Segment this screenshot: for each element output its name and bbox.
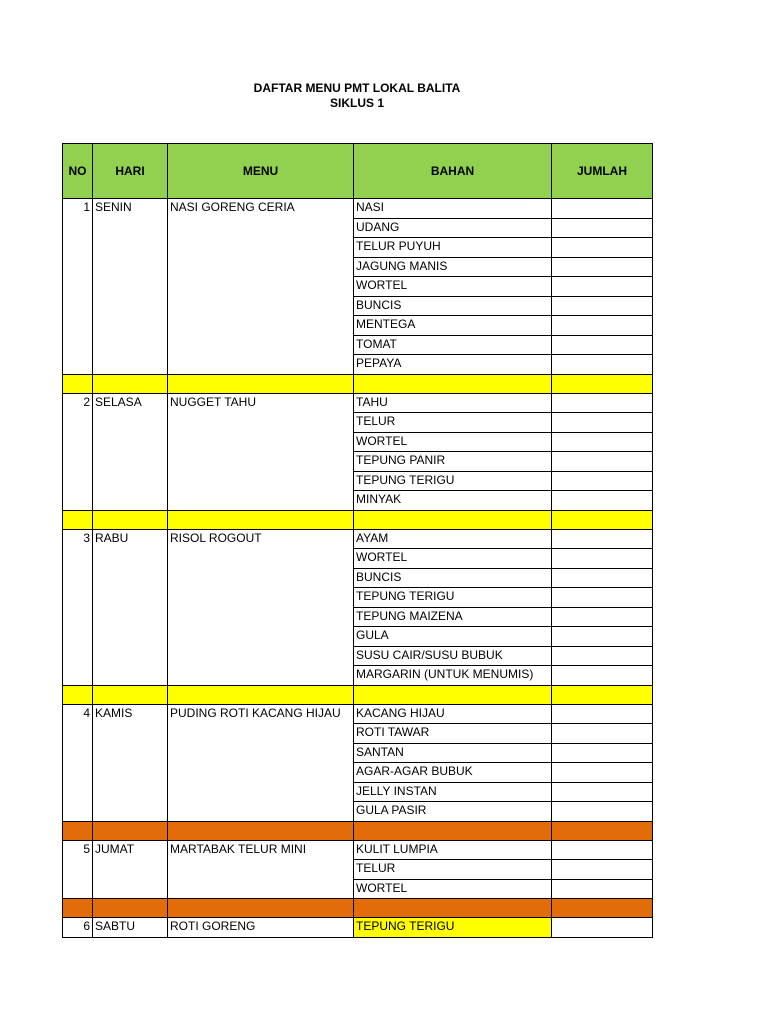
sheet-subtitle: SIKLUS 1	[329, 96, 384, 110]
menu-table	[62, 143, 653, 938]
cell-menu: NUGGET TAHU	[168, 393, 354, 510]
cell-hari: KAMIS	[93, 704, 168, 821]
cell-jumlah	[552, 743, 653, 763]
cell-bahan: AGAR-AGAR BUBUK	[354, 763, 552, 783]
cell-jumlah	[552, 238, 653, 258]
separator-row	[63, 821, 653, 840]
cell-bahan: BUNCIS	[354, 568, 552, 588]
cell-bahan: SANTAN	[354, 743, 552, 763]
cell-bahan: WORTEL	[354, 277, 552, 297]
separator-cell	[168, 510, 354, 529]
header-hari: HARI	[93, 144, 168, 199]
cell-bahan: TEPUNG TERIGU	[354, 588, 552, 608]
cell-bahan: TELUR	[354, 413, 552, 433]
cell-no: 4	[63, 704, 93, 821]
cell-jumlah	[552, 704, 653, 724]
cell-menu: NASI GORENG CERIA	[168, 199, 354, 375]
separator-cell	[93, 685, 168, 704]
cell-jumlah	[552, 529, 653, 549]
cell-jumlah	[552, 840, 653, 860]
cell-hari: SELASA	[93, 393, 168, 510]
separator-cell	[168, 374, 354, 393]
cell-bahan: MENTEGA	[354, 316, 552, 336]
separator-cell	[63, 821, 93, 840]
cell-bahan: NASI	[354, 199, 552, 219]
cell-bahan: JAGUNG MANIS	[354, 257, 552, 277]
cell-bahan: TEPUNG TERIGU	[354, 918, 552, 938]
separator-cell	[168, 685, 354, 704]
cell-menu: ROTI GORENG	[168, 918, 354, 938]
cell-jumlah	[552, 627, 653, 647]
cell-jumlah	[552, 452, 653, 472]
cell-bahan: WORTEL	[354, 549, 552, 569]
cell-jumlah	[552, 860, 653, 880]
cell-bahan: UDANG	[354, 218, 552, 238]
cell-hari: JUMAT	[93, 840, 168, 899]
separator-cell	[63, 899, 93, 918]
cell-hari: SABTU	[93, 918, 168, 938]
cell-jumlah	[552, 257, 653, 277]
separator-cell	[354, 899, 552, 918]
cell-jumlah	[552, 355, 653, 375]
cell-jumlah	[552, 413, 653, 433]
header-jumlah: JUMLAH	[552, 144, 653, 199]
cell-jumlah	[552, 879, 653, 899]
separator-cell	[552, 374, 653, 393]
cell-bahan: ROTI TAWAR	[354, 724, 552, 744]
cell-no: 2	[63, 393, 93, 510]
cell-menu: RISOL ROGOUT	[168, 529, 354, 685]
cell-jumlah	[552, 918, 653, 938]
table-row	[63, 393, 653, 413]
sheet-title: DAFTAR MENU PMT LOKAL BALITA	[253, 81, 461, 95]
separator-cell	[552, 899, 653, 918]
cell-jumlah	[552, 335, 653, 355]
table-row	[63, 840, 653, 860]
separator-cell	[93, 374, 168, 393]
header-row	[63, 144, 653, 199]
cell-jumlah	[552, 724, 653, 744]
cell-jumlah	[552, 607, 653, 627]
cell-no: 1	[63, 199, 93, 375]
cell-bahan: KACANG HIJAU	[354, 704, 552, 724]
cell-no: 3	[63, 529, 93, 685]
cell-bahan: AYAM	[354, 529, 552, 549]
cell-bahan: GULA	[354, 627, 552, 647]
separator-cell	[552, 685, 653, 704]
cell-bahan: MARGARIN (UNTUK MENUMIS)	[354, 666, 552, 686]
cell-bahan: WORTEL	[354, 432, 552, 452]
cell-jumlah	[552, 316, 653, 336]
table-row	[63, 918, 653, 938]
cell-bahan: TEPUNG PANIR	[354, 452, 552, 472]
cell-jumlah	[552, 393, 653, 413]
cell-bahan: WORTEL	[354, 879, 552, 899]
cell-jumlah	[552, 491, 653, 511]
cell-bahan: GULA PASIR	[354, 802, 552, 822]
cell-jumlah	[552, 432, 653, 452]
separator-cell	[168, 821, 354, 840]
cell-jumlah	[552, 666, 653, 686]
cell-jumlah	[552, 471, 653, 491]
separator-row	[63, 685, 653, 704]
cell-bahan: TEPUNG TERIGU	[354, 471, 552, 491]
header-no: NO	[63, 144, 93, 199]
separator-cell	[354, 685, 552, 704]
cell-jumlah	[552, 568, 653, 588]
separator-row	[63, 899, 653, 918]
cell-jumlah	[552, 588, 653, 608]
table-row	[63, 529, 653, 549]
table-body	[63, 199, 653, 938]
separator-row	[63, 510, 653, 529]
separator-cell	[168, 899, 354, 918]
separator-cell	[63, 374, 93, 393]
separator-cell	[93, 899, 168, 918]
table-row	[63, 199, 653, 219]
cell-jumlah	[552, 277, 653, 297]
separator-cell	[552, 821, 653, 840]
cell-bahan: KULIT LUMPIA	[354, 840, 552, 860]
cell-bahan: BUNCIS	[354, 296, 552, 316]
header-menu: MENU	[168, 144, 354, 199]
separator-cell	[354, 510, 552, 529]
cell-bahan: MINYAK	[354, 491, 552, 511]
cell-no: 5	[63, 840, 93, 899]
separator-cell	[552, 510, 653, 529]
cell-bahan: SUSU CAIR/SUSU BUBUK	[354, 646, 552, 666]
cell-jumlah	[552, 199, 653, 219]
separator-cell	[63, 685, 93, 704]
cell-jumlah	[552, 218, 653, 238]
cell-jumlah	[552, 549, 653, 569]
cell-bahan: JELLY INSTAN	[354, 782, 552, 802]
cell-jumlah	[552, 296, 653, 316]
cell-bahan: TAHU	[354, 393, 552, 413]
separator-row	[63, 374, 653, 393]
cell-menu: PUDING ROTI KACANG HIJAU	[168, 704, 354, 821]
separator-cell	[93, 821, 168, 840]
separator-cell	[93, 510, 168, 529]
cell-jumlah	[552, 802, 653, 822]
cell-jumlah	[552, 782, 653, 802]
separator-cell	[354, 374, 552, 393]
header-bahan: BAHAN	[354, 144, 552, 199]
cell-bahan: TOMAT	[354, 335, 552, 355]
cell-jumlah	[552, 646, 653, 666]
cell-hari: SENIN	[93, 199, 168, 375]
cell-jumlah	[552, 763, 653, 783]
separator-cell	[63, 510, 93, 529]
separator-cell	[354, 821, 552, 840]
cell-bahan: TELUR	[354, 860, 552, 880]
cell-bahan: TEPUNG MAIZENA	[354, 607, 552, 627]
cell-no: 6	[63, 918, 93, 938]
cell-menu: MARTABAK TELUR MINI	[168, 840, 354, 899]
cell-bahan: TELUR PUYUH	[354, 238, 552, 258]
table-row	[63, 704, 653, 724]
cell-hari: RABU	[93, 529, 168, 685]
cell-bahan: PEPAYA	[354, 355, 552, 375]
